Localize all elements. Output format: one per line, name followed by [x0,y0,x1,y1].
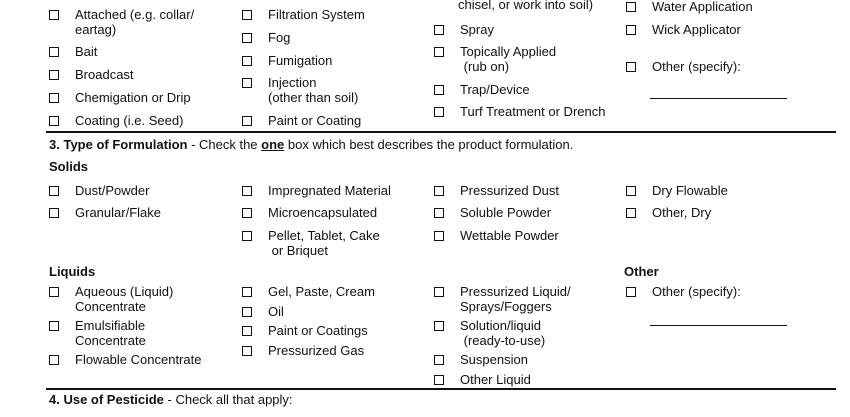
option-label: Fog [268,30,291,45]
checkbox[interactable] [242,287,252,297]
checkbox[interactable] [242,78,252,88]
checkbox[interactable] [626,208,636,218]
checkbox[interactable] [434,287,444,297]
checkbox[interactable] [242,33,252,43]
section-divider [46,388,836,390]
checkbox[interactable] [242,231,252,241]
option-label: Wettable Powder [460,228,559,243]
option-label: Microencapsulated [268,205,378,220]
option-label: Pressurized Dust [460,183,559,198]
option-label: Spray [460,22,494,37]
checkbox[interactable] [49,321,59,331]
section3-instruction-emph: one [261,137,285,152]
option-label: Chemigation or Drip [75,90,191,105]
option-label: Other, Dry [652,205,712,220]
section4-number: 4. [49,392,60,407]
option-label: Emulsifiable Concentrate [75,318,146,348]
option-label: Attached (e.g. collar/ eartag) [75,7,195,37]
checkbox[interactable] [242,116,252,126]
checkbox[interactable] [626,62,636,72]
checkbox[interactable] [434,375,444,385]
option-label: Fumigation [268,53,333,68]
checkbox[interactable] [626,2,636,12]
option-label: Wick Applicator [652,22,741,37]
checkbox[interactable] [49,116,59,126]
checkbox[interactable] [434,85,444,95]
option-label: Pressurized Gas [268,343,365,358]
checkbox[interactable] [242,208,252,218]
checkbox[interactable] [49,10,59,20]
option-label: Injection (other than soil) [268,75,359,105]
option-label: Flowable Concentrate [75,352,202,367]
option-label: Granular/Flake [75,205,161,220]
option-label: Gel, Paste, Cream [268,284,375,299]
option-label: Paint or Coating [268,113,362,128]
option-label: Topically Applied (rub on) [460,44,557,74]
checkbox[interactable] [242,346,252,356]
option-label: Trap/Device [460,82,530,97]
section4-title: Use of Pesticide [63,392,164,407]
option-label: Pellet, Tablet, Cake or Briquet [268,228,380,258]
section3-heading [49,137,573,153]
checkbox[interactable] [434,231,444,241]
option-label: Bait [75,44,98,59]
section3-number: 3. [49,137,60,152]
option-label: Aqueous (Liquid) Concentrate [75,284,174,314]
checkbox[interactable] [434,107,444,117]
checkbox[interactable] [49,93,59,103]
checkbox[interactable] [49,47,59,57]
application-other-specify-blank[interactable] [650,98,787,99]
checkbox[interactable] [242,186,252,196]
option-label: Soluble Powder [460,205,552,220]
section-divider [46,131,836,133]
liquids-heading: Liquids [49,264,96,279]
option-label: Dust/Powder [75,183,150,198]
checkbox[interactable] [626,186,636,196]
checkbox[interactable] [242,10,252,20]
option-label: Other (specify): [652,284,741,299]
checkbox[interactable] [242,326,252,336]
checkbox[interactable] [49,186,59,196]
section3-title: Type of Formulation [63,137,188,152]
option-label: Solution/liquid (ready-to-use) [460,318,546,348]
solids-heading: Solids [49,159,89,174]
option-label: Suspension [460,352,528,367]
checkbox[interactable] [434,47,444,57]
option-label: Oil [268,304,284,319]
option-label: Impregnated Material [268,183,391,198]
section4-instruction: - Check all that apply: [163,392,293,407]
checkbox[interactable] [49,287,59,297]
checkbox[interactable] [49,208,59,218]
checkbox[interactable] [434,25,444,35]
application-method-partial-label: chisel, or work into soil) [458,0,594,12]
checkbox[interactable] [626,287,636,297]
option-label: Turf Treatment or Drench [460,104,606,119]
option-label: Dry Flowable [652,183,728,198]
section4-heading [49,392,293,408]
checkbox[interactable] [49,70,59,80]
option-label: Broadcast [75,67,134,82]
checkbox[interactable] [434,186,444,196]
formulation-other-specify-blank[interactable] [650,325,787,326]
checkbox[interactable] [626,25,636,35]
checkbox[interactable] [434,321,444,331]
checkbox[interactable] [242,307,252,317]
option-label: Filtration System [268,7,365,22]
other-heading: Other [624,264,659,279]
option-label: Coating (i.e. Seed) [75,113,184,128]
section3-instruction-pre: - Check the [187,137,262,152]
option-label: Other Liquid [460,372,531,387]
option-label: Other (specify): [652,59,741,74]
option-label: Paint or Coatings [268,323,368,338]
section3-instruction-post: box which best describes the product formulation. [284,137,574,152]
checkbox[interactable] [434,208,444,218]
option-label: Water Application [652,0,753,14]
checkbox[interactable] [242,56,252,66]
checkbox[interactable] [49,355,59,365]
checkbox[interactable] [434,355,444,365]
option-label: Pressurized Liquid/ Sprays/Foggers [460,284,571,314]
